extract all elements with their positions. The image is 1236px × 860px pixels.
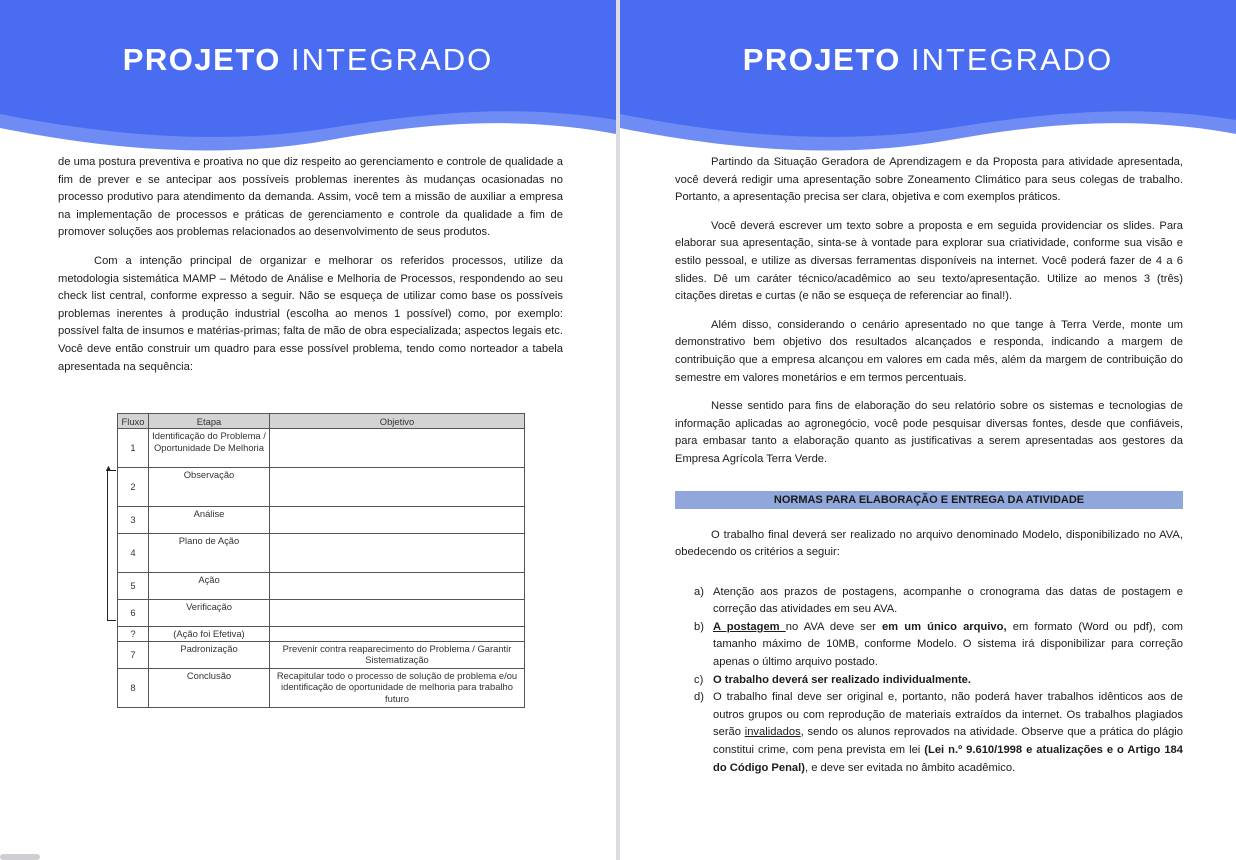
table-cell: Ação xyxy=(149,573,270,600)
document-page-left xyxy=(0,0,616,860)
table-cell: Recapitular todo o processo de solução de problema e/ou identificação de oportunidade de melhoria para trabalho futuro xyxy=(270,668,525,707)
table-row xyxy=(118,429,525,468)
table-row xyxy=(118,573,525,600)
header-banner xyxy=(620,0,1236,160)
table-cell xyxy=(270,507,525,534)
paragraph: Nesse sentido para fins de elaboração do seu relatório sobre os sistemas e tecnologias de informação aplicadas ao agronegócio, você pode pesquisar diversas fontes, desde que confiáveis, para embasar tanto a elaboração quanto as justificativas a serem apresentadas aos gestores da Empresa Agrícola Terra Verde. xyxy=(675,400,1183,465)
list-item-text: (Lei n.º 9.610/1998 e atualizações e o Artigo 184 do Código Penal) xyxy=(713,744,1183,774)
table-cell: Plano de Ação xyxy=(149,534,270,573)
paragraph: Além disso, considerando o cenário apresentado no que tange à Terra Verde, monte um demonstrativo bem objetivo dos resultados alcançados e responda, indicando a margem de contribuição que a empresa alcançou em valores em cada mês, além da margem de contribuição do semestre em valores monetários e em termos percentuais. xyxy=(675,318,1183,384)
table-cell: 3 xyxy=(118,507,149,534)
list-item-text: em formato (Word ou pdf), com tamanho máximo de 10MB, conforme Modelo. O sistema irá disponibilizar para correção apenas o último arquivo postado. xyxy=(713,620,1183,669)
table-cell: 6 xyxy=(118,600,149,627)
list-item-text: no AVA deve ser xyxy=(785,620,882,633)
list-item-text: O trabalho final deve ser original e, portanto, não poderá haver trabalhos idênticos aos de outros grupos ou com reprodução de materiais extraídos da internet. Os trabalhos plagiados serão xyxy=(713,691,1183,739)
column-header: Fluxo xyxy=(118,414,149,429)
section-heading: NORMAS PARA ELABORAÇÃO E ENTREGA DA ATIVIDADE xyxy=(675,491,1183,509)
paragraph: de uma postura preventiva e proativa no que diz respeito ao gerenciamento e controle de qualidade a fim de prever e se antecipar aos possíveis problemas inerentes às mudanças ocasionadas no processo produtivo para atendimento da demanda. Assim, você tem a missão de auxiliar a empresa na implementação de processos e práticas de gerenciamento e controle da qualidade a fim de promover soluções aos problemas relacionados ao desenvolvimento de seus produtos. xyxy=(58,156,563,239)
mamp-table xyxy=(117,413,525,708)
list-item-text: invalidados xyxy=(744,726,801,739)
arrow-up-icon: ▲ xyxy=(104,463,113,473)
table-cell xyxy=(270,534,525,573)
table-cell xyxy=(270,627,525,642)
table-cell: Análise xyxy=(149,507,270,534)
criteria-list xyxy=(675,584,1183,778)
list-marker: b) xyxy=(694,620,704,633)
table-cell xyxy=(270,468,525,507)
table-row xyxy=(118,627,525,642)
document-page-right xyxy=(620,0,1236,860)
header-banner xyxy=(0,0,616,160)
brand-bold: PROJETO xyxy=(122,42,281,77)
body-text xyxy=(675,154,1183,777)
table-cell: 1 xyxy=(118,429,149,468)
table-cell xyxy=(270,600,525,627)
list-item-text: em um único arquivo, xyxy=(881,620,1007,633)
table-cell xyxy=(270,429,525,468)
brand-title xyxy=(620,40,1236,80)
list-item-text: , sendo os alunos reprovados na atividade. Observe que a prática do plágio constitui crime, com pena prevista em lei xyxy=(713,726,1183,757)
table-cell: ? xyxy=(118,627,149,642)
table-header-row xyxy=(118,414,525,429)
list-item xyxy=(675,689,1183,777)
column-header: Etapa xyxy=(149,414,270,429)
table-cell: Prevenir contra reaparecimento do Problema / Garantir Sistematização xyxy=(270,641,525,668)
brand-light: INTEGRADO xyxy=(910,42,1114,77)
table-row xyxy=(118,668,525,707)
table-cell: Identificação do Problema / Oportunidade De Melhoria xyxy=(149,429,270,468)
horizontal-scrollbar[interactable] xyxy=(0,854,40,860)
list-item-text: Atenção aos prazos de postagens, acompanhe o cronograma das datas de postagem e correção das atividades em seu AVA. xyxy=(713,585,1183,616)
paragraph: Você deverá escrever um texto sobre a proposta e em seguida providenciar os slides. Para elaborar sua apresentação, sinta-se à vontade para explorar sua criatividade, conforme sua visão e estilo pessoal, e utilize as diversas ferramentas disponíveis na internet. Você poderá fazer de 4 a 6 slides. Dê um caráter técnico/acadêmico ao seu texto/apresentação. Utilize ao menos 3 (três) citações diretas e curtas (e não se esqueça de referenciar ao final!). xyxy=(675,219,1183,303)
list-item-text: A postagem xyxy=(713,620,786,633)
table-cell: Conclusão xyxy=(149,668,270,707)
table-row xyxy=(118,507,525,534)
paragraph: Partindo da Situação Geradora de Aprendizagem e da Proposta para atividade apresentada, você deverá redigir uma apresentação sobre Zoneamento Climático para seus colegas de trabalho. Portanto, a apresentação precisa ser clara, objetiva e com exemplos práticos. xyxy=(675,156,1183,204)
table-row xyxy=(118,600,525,627)
flow-loop-line xyxy=(107,620,116,621)
table-row xyxy=(118,641,525,668)
list-item-text: O trabalho deverá ser realizado individualmente. xyxy=(713,673,972,686)
table-cell: Padronização xyxy=(149,641,270,668)
table-cell: 8 xyxy=(118,668,149,707)
list-marker: d) xyxy=(694,691,704,704)
column-header: Objetivo xyxy=(270,414,525,429)
brand-light: INTEGRADO xyxy=(290,42,494,77)
table-cell: 4 xyxy=(118,534,149,573)
table-cell: Verificação xyxy=(149,600,270,627)
paragraph: O trabalho final deverá ser realizado no arquivo denominado Modelo, disponibilizado no AVA, obedecendo os critérios a seguir: xyxy=(675,528,1183,559)
list-item xyxy=(675,672,1183,690)
table-cell: 5 xyxy=(118,573,149,600)
table-cell: 2 xyxy=(118,468,149,507)
list-marker: c) xyxy=(694,673,704,686)
table-cell: Observação xyxy=(149,468,270,507)
table-cell: 7 xyxy=(118,641,149,668)
brand-title xyxy=(0,40,616,80)
paragraph: Com a intenção principal de organizar e melhorar os referidos processos, utilize da metodologia sistemática MAMP – Método de Análise e Melhoria de Processos, respondendo ao seu check list central, conforme expresso a seguir. Não se esqueça de utilizar como base os possíveis problemas inerentes à produção industrial (escolha ao menos 1 possível) como, por exemplo: possível falta de insumos e matérias-primas; falta de mão de obra especializada; aspectos legais etc. Você deve então construir um quadro para esse possível problema, tendo como norteador a tabela apresentada na sequência: xyxy=(58,254,563,373)
list-item xyxy=(675,619,1183,672)
list-marker: a) xyxy=(694,585,704,598)
body-text xyxy=(58,154,563,387)
table-row xyxy=(118,534,525,573)
brand-bold: PROJETO xyxy=(742,42,901,77)
table-cell: (Ação foi Efetiva) xyxy=(149,627,270,642)
table-row xyxy=(118,468,525,507)
list-item xyxy=(675,584,1183,619)
list-item-text: , e deve ser evitada no âmbito acadêmico. xyxy=(804,761,1016,774)
table-cell xyxy=(270,573,525,600)
